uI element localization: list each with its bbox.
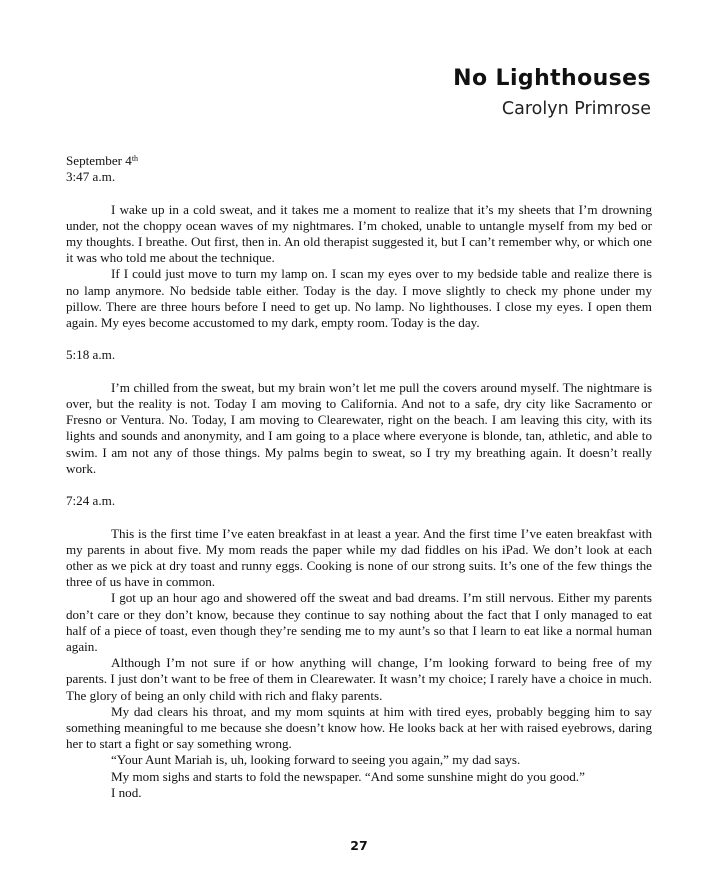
story-body: [66, 153, 652, 801]
entry-time: 7:24 a.m.: [66, 493, 116, 509]
paragraph: Although I’m not sure if or how anything will change, I’m looking forward to being free of my parents. I just don’t want to be free of them in Clearewater. It wasn’t my choice; I rarely have a choice in much. The glory of being an only child with rich and flaky parents.: [66, 655, 652, 703]
story-author: Carolyn Primrose: [501, 99, 651, 119]
paragraph: I got up an hour ago and showered off the sweat and bad dreams. I’m still nervous. Either my parents don’t care or they don’t know, because they continue to say nothing about the fact that I only managed to eat half of a piece of toast, even though they’re sending me to my aunt’s so that I learn to eat like a normal human again.: [66, 590, 652, 655]
story-title: No Lighthouses: [453, 66, 651, 91]
paragraph: I nod.: [111, 784, 142, 800]
entry-time: 5:18 a.m.: [66, 347, 116, 363]
paragraph: I’m chilled from the sweat, but my brain won’t let me pull the covers around myself. The nightmare is over, but the reality is not. Today I am moving to California. And not to a safe, dry city like Sacramento or Fresno or Ventura. No. Today, I am moving to Clearewater, right on the beach. I am leaving this city, with its lights and sounds and anonymity, and I am going to a place where everyone is blonde, tan, athletic, and able to swim. I am not any of those things. My palms begin to sweat, so I try my breathing again. It doesn’t really work.: [66, 379, 652, 476]
dialogue-paragraph: My mom sighs and starts to fold the newspaper. “And some sunshine might do you good.”: [111, 768, 585, 784]
paragraph: This is the first time I’ve eaten breakfast in at least a year. And the first time I’ve eaten breakfast with my parents in about five. My mom reads the paper while my dad fiddles on his iPad. We don’t look at each other as we pick at dry toast and runny eggs. Cooking is none of our strong suits. It’s one of the few things the three of us have in common.: [66, 525, 652, 590]
entry-date-text: September 4: [66, 153, 132, 168]
entry-time: 3:47 a.m.: [66, 169, 116, 185]
dialogue-paragraph: “Your Aunt Mariah is, uh, looking forward to seeing you again,” my dad says.: [111, 752, 521, 768]
paragraph: My dad clears his throat, and my mom squints at him with tired eyes, probably begging him to say something meaningful to me because she doesn’t know how. He looks back at her with raised eyebrows, daring her to start a fight or say something wrong.: [66, 703, 652, 752]
page-number: 27: [350, 838, 368, 853]
entry-date: [66, 153, 652, 169]
paragraph: If I could just move to turn my lamp on. I scan my eyes over to my bedside table and realize there is no lamp anymore. No bedside table either. Today is the day. I move slightly to check my phone under my pillow. There are three hours before I need to get up. No lamp. No lighthouses. I close my eyes. I open them again. My eyes become accustomed to my dark, empty room. Today is the day.: [66, 266, 652, 331]
paragraph: I wake up in a cold sweat, and it takes me a moment to realize that it’s my sheets that I’m drowning under, not the choppy ocean waves of my nightmares. I’m choked, unable to untangle myself from my bed or my thoughts. I breathe. Out first, then in. An old therapist suggested it, but I can’t remember why, or which one it was who told me about the technique.: [66, 201, 652, 266]
entry-date-suffix: th: [131, 154, 139, 163]
